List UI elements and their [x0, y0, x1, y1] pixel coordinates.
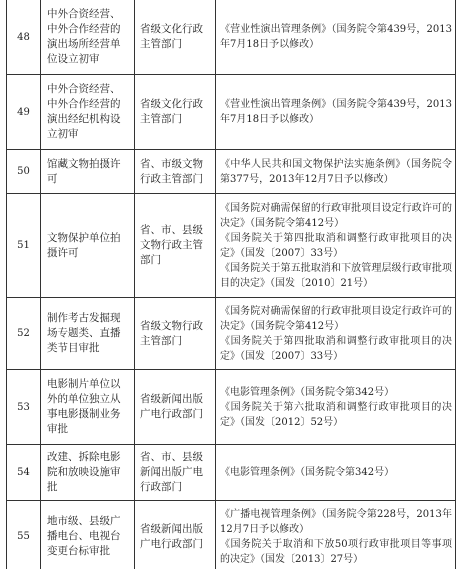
- table-row: [7, 0, 456, 75]
- legal-basis-line: 《电影管理条例》（国务院令第342号）: [220, 467, 395, 478]
- table-row: [7, 445, 456, 501]
- row-number: 50: [7, 150, 41, 194]
- table-row: [7, 150, 456, 194]
- row-number: 54: [7, 445, 41, 501]
- approving-department: 省、市级文物行政主管部门: [135, 150, 216, 194]
- legal-basis-line: 《国务院对确需保留的行政审批项目设定行政许可的决定》（国务院令第412号）: [220, 202, 452, 229]
- approving-department: 省级文物行政主管部门: [135, 298, 216, 370]
- row-number: 55: [7, 501, 41, 569]
- approval-item: 中外合资经营、中外合作经营的演出场所经营单位设立初审: [41, 0, 135, 75]
- row-number: 51: [7, 194, 41, 298]
- legal-basis: [216, 298, 456, 370]
- table-row: [7, 194, 456, 298]
- approving-department: 省级文化行政主管部门: [135, 75, 216, 150]
- table-row: [7, 370, 456, 445]
- legal-basis: [216, 75, 456, 150]
- row-number: 49: [7, 75, 41, 150]
- approving-department: 省级新闻出版广电行政部门: [135, 501, 216, 569]
- legal-basis: [216, 501, 456, 569]
- legal-basis: [216, 150, 456, 194]
- row-number: 53: [7, 370, 41, 445]
- approval-item: 馆藏文物拍摄许可: [41, 150, 135, 194]
- legal-basis: [216, 445, 456, 501]
- legal-basis-line: 《电影管理条例》（国务院令第342号）: [220, 386, 395, 398]
- legal-basis-line: 《国务院对确需保留的行政审批项目设定行政许可的决定》（国务院令第412号）: [220, 305, 452, 332]
- legal-basis-line: 《营业性演出管理条例》（国务院令第439号，2013年7月18日予以修改）: [220, 24, 452, 50]
- approval-item: 文物保护单位拍摄许可: [41, 194, 135, 298]
- approving-department: 省级文化行政主管部门: [135, 0, 216, 75]
- table-row: [7, 501, 456, 569]
- legal-basis-line: 《营业性演出管理条例》（国务院令第439号，2013年7月18日予以修改）: [220, 99, 452, 125]
- legal-basis-line: 《国务院关于第四批取消和调整行政审批项目的决定》（国发〔2007〕33号）: [220, 335, 452, 362]
- legal-basis: [216, 0, 456, 75]
- approval-item: 地市级、县级广播电台、电视台变更台标审批: [41, 501, 135, 569]
- legal-basis-line: 《国务院关于第六批取消和调整行政审批项目的决定》（国发〔2012〕52号）: [220, 401, 452, 428]
- table-row: [7, 75, 456, 150]
- legal-basis: [216, 370, 456, 445]
- legal-basis-line: 《国务院关于取消和下放50项行政审批项目等事项的决定》（国发〔2013〕27号）: [220, 538, 452, 565]
- legal-basis-line: 《广播电视管理条例》（国务院令第228号，2013年12月7日予以修改）: [220, 508, 452, 535]
- approving-department: 省级新闻出版广电行政部门: [135, 370, 216, 445]
- row-number: 52: [7, 298, 41, 370]
- row-number: 48: [7, 0, 41, 75]
- approval-item: 制作考古发掘现场专题类、直播类节目审批: [41, 298, 135, 370]
- legal-basis-line: 《中华人民共和国文物保护法实施条例》（国务院令第377号，2013年12月7日予以修改）: [220, 158, 452, 185]
- legal-basis-line: 《国务院关于第五批取消和下放管理层级行政审批项目的决定》（国发〔2010〕21号）: [220, 262, 452, 289]
- legal-basis-line: 《国务院关于第四批取消和调整行政审批项目的决定》（国发〔2007〕33号）: [220, 232, 452, 259]
- approval-item: 改建、拆除电影院和放映设施审批: [41, 445, 135, 501]
- approving-department: 省、市、县级文物行政主管部门: [135, 194, 216, 298]
- approval-item: 中外合资经营、中外合作经营的演出经纪机构设立初审: [41, 75, 135, 150]
- approval-items-table: [6, 0, 456, 569]
- table-row: [7, 298, 456, 370]
- legal-basis: [216, 194, 456, 298]
- approving-department: 省、市、县级新闻出版广电行政部门: [135, 445, 216, 501]
- document-page: [6, 0, 458, 569]
- approval-item: 电影制片单位以外的单位独立从事电影摄制业务审批: [41, 370, 135, 445]
